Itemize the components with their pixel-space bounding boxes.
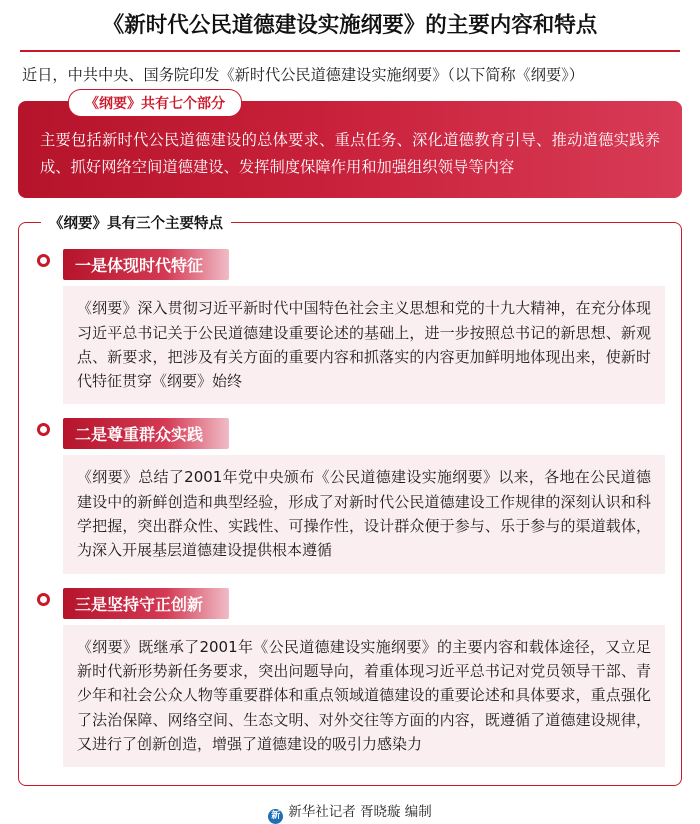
feature-heading: 三是坚持守正创新 (63, 588, 229, 619)
bullet-icon (37, 423, 50, 436)
summary-tag-label: 《纲要》共有七个部分 (68, 89, 242, 117)
footer-credit-text: 新华社记者 胥晓璇 编制 (288, 804, 432, 821)
features-box (18, 216, 682, 786)
bullet-icon (37, 593, 50, 606)
page-title: 《新时代公民道德建设实施纲要》的主要内容和特点 (102, 13, 598, 38)
feature-item (35, 588, 665, 767)
footer-credit (0, 800, 700, 824)
summary-text: 主要包括新时代公民道德建设的总体要求、重点任务、深化道德教育引导、推动道德实践养成、抓好网络空间道德建设、发挥制度保障作用和加强组织领导等内容 (40, 130, 660, 176)
feature-body: 《纲要》深入贯彻习近平新时代中国特色社会主义思想和党的十九大精神，在充分体现习近平总书记关于公民道德建设重要论述的基础上，进一步按照总书记的新思想、新观点、新要求，把涉及有关方面的重要内容和抓落实的内容更加鲜明地体现出来，使新时代特征贯穿《纲要》始终 (63, 286, 665, 404)
feature-item (35, 418, 665, 573)
feature-body: 《纲要》既继承了2001年《公民道德建设实施纲要》的主要内容和载体途径，又立足新时代新形势新任务要求，突出问题导向，着重体现习近平总书记对党员领导干部、青少年和社会公众人物等重要群体和重点领域道德建设的重要论述和具体要求，重点强化了法治保障、网络空间、生态文明、对外交往等方面的内容，既遵循了道德建设规律，又进行了创新创造，增强了道德建设的吸引力感染力 (63, 625, 665, 767)
features-tag-label: 《纲要》具有三个主要特点 (41, 212, 231, 233)
feature-heading: 二是尊重群众实践 (63, 418, 229, 449)
lead-paragraph: 近日，中共中央、国务院印发《新时代公民道德建设实施纲要》（以下简称《纲要》） (22, 65, 584, 84)
xinhua-logo-icon: 新 (268, 809, 283, 824)
feature-heading: 一是体现时代特征 (63, 249, 229, 280)
feature-body: 《纲要》总结了2001年党中央颁布《公民道德建设实施纲要》以来，各地在公民道德建设中的新鲜创造和典型经验，形成了对新时代公民道德建设工作规律的深刻认识和科学把握，突出群众性、实践性、可操作性，设计群众便于参与、乐于参与的渠道载体，为深入开展基层道德建设提供根本遵循 (63, 455, 665, 573)
feature-item (35, 249, 665, 404)
bullet-icon (37, 254, 50, 267)
summary-red-block (18, 95, 682, 199)
title-divider (20, 50, 680, 52)
